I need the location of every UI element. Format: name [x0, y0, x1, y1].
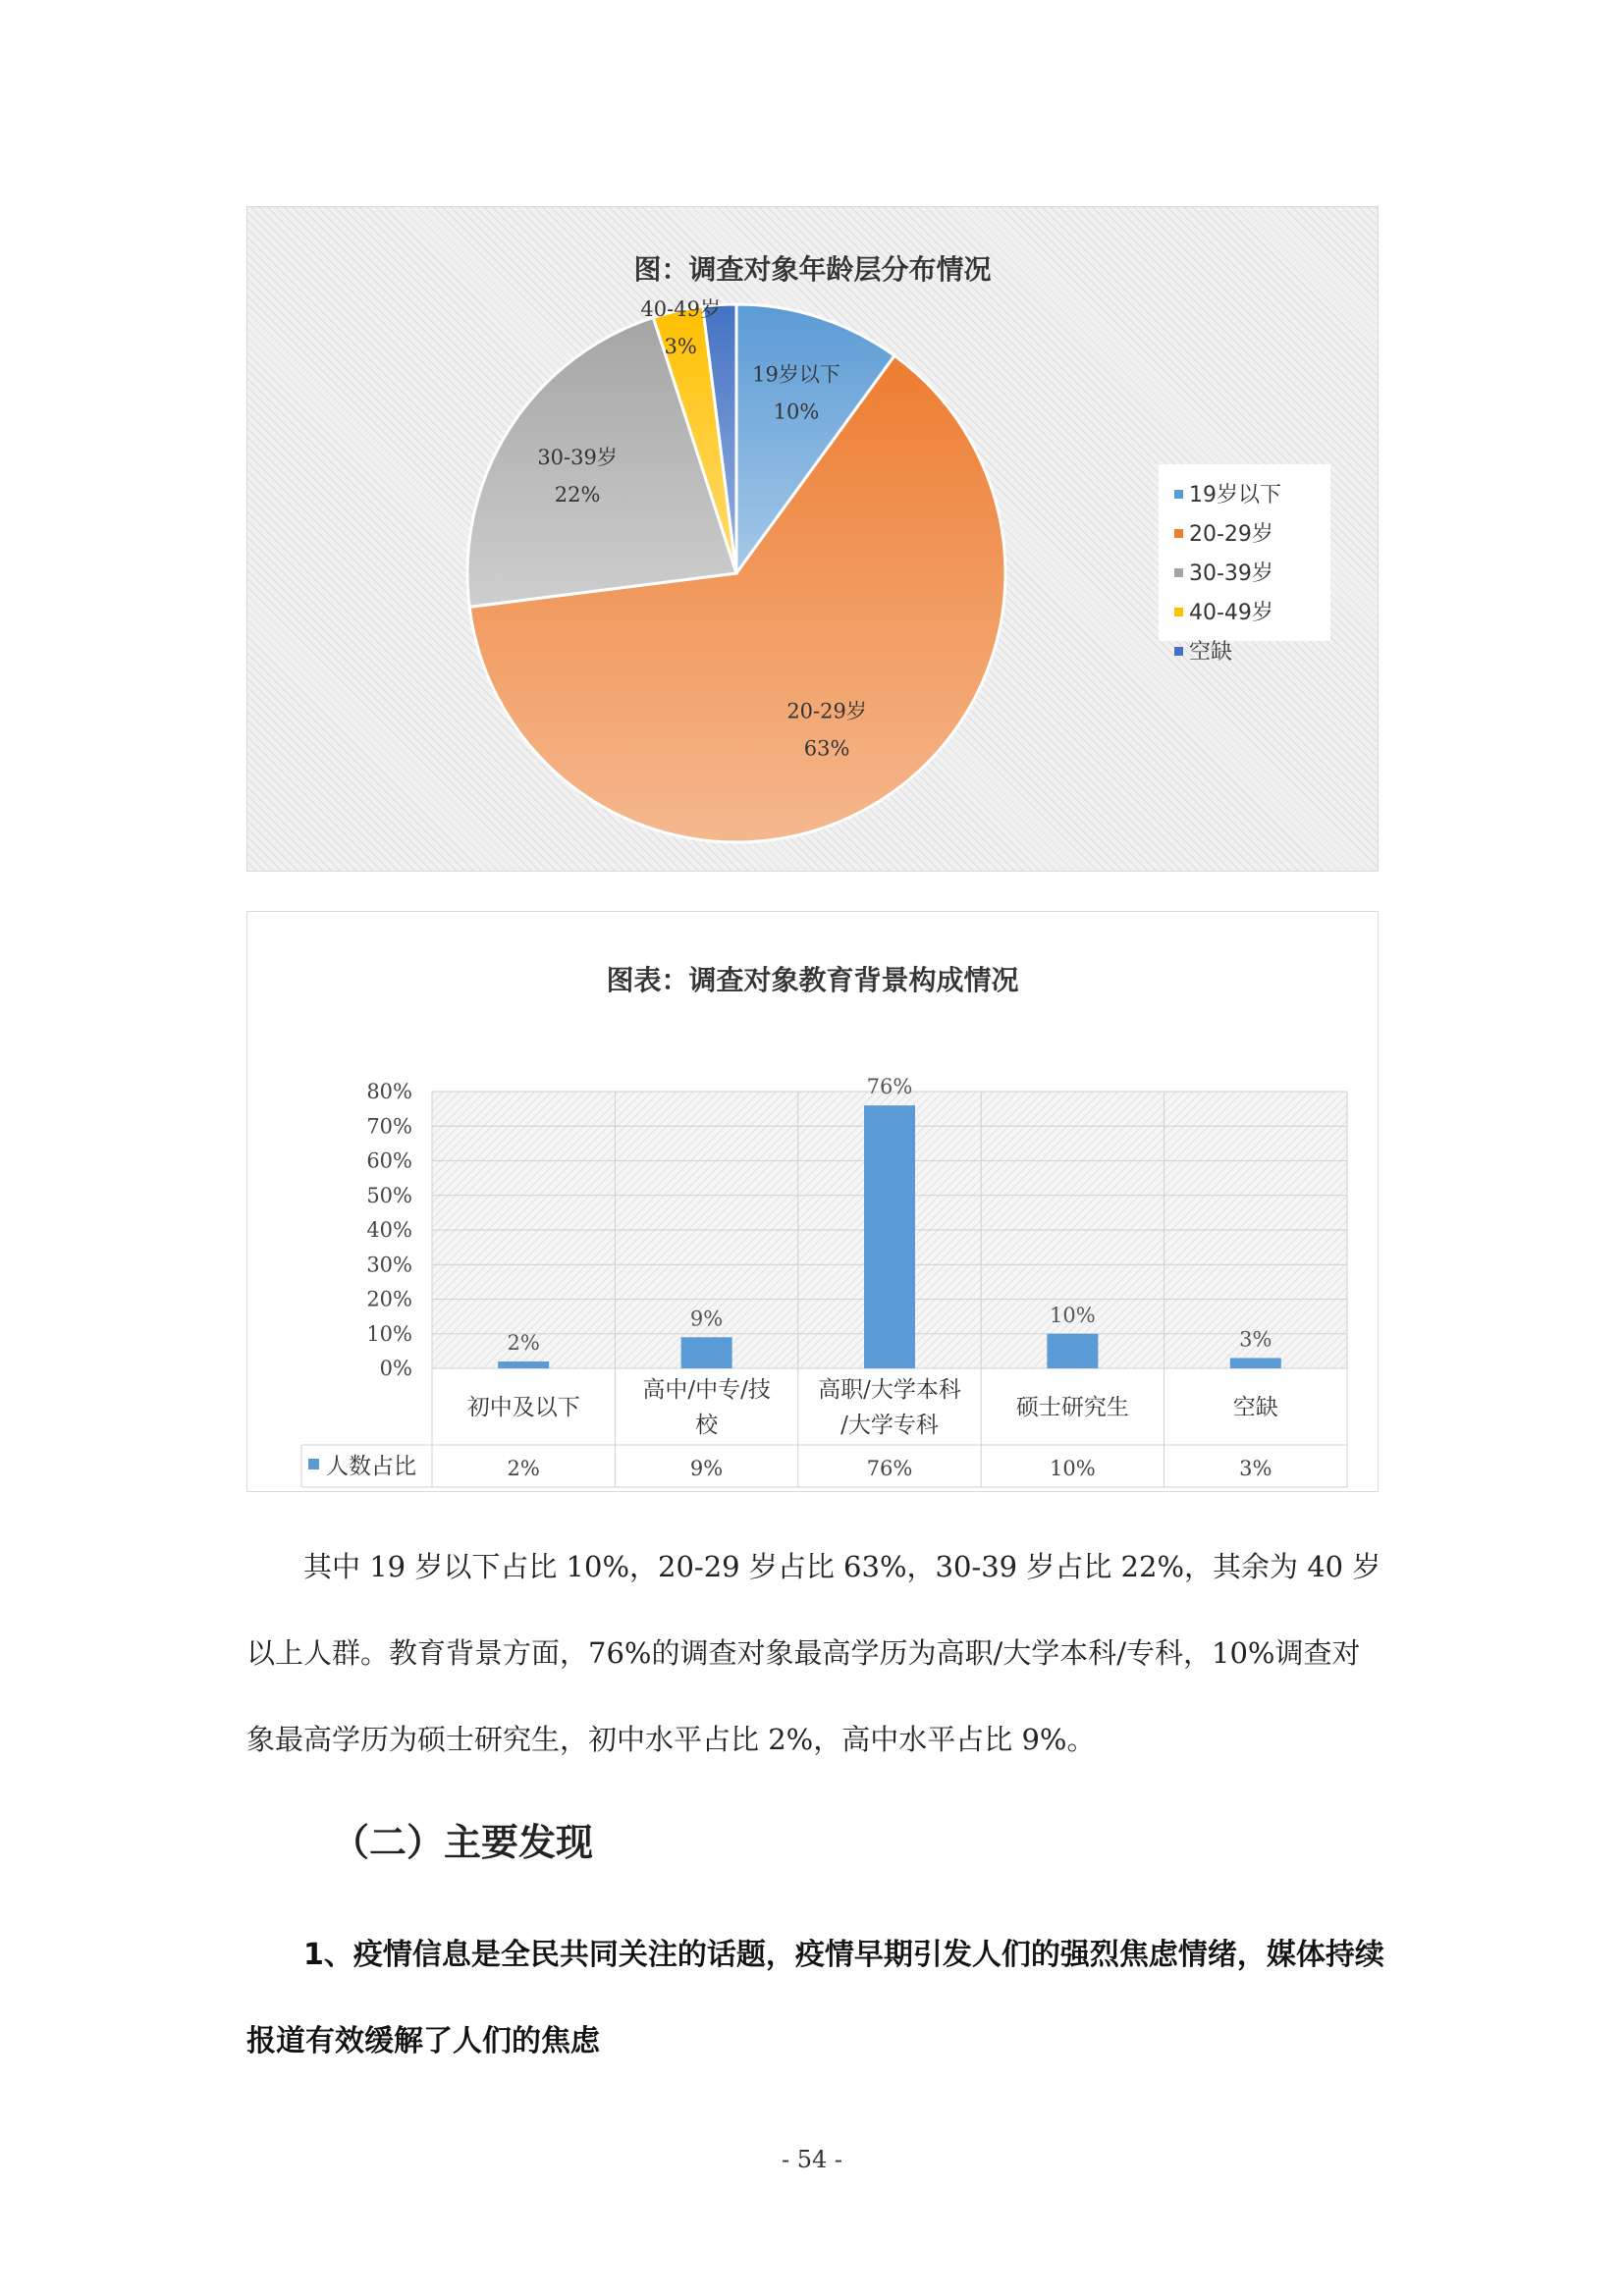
pie-data-label-value: 10%: [773, 400, 820, 424]
bar: [1230, 1358, 1281, 1368]
pie-chart-title: 图：调查对象年龄层分布情况: [633, 253, 992, 286]
bar-data-label: 10%: [1050, 1303, 1096, 1327]
legend-swatch: [308, 1459, 319, 1469]
legend-label: 30-39岁: [1189, 561, 1273, 586]
bar-plot: [247, 912, 1378, 1491]
finding-heading: 1、疫情信息是全民共同关注的话题，疫情早期引发人们的强烈焦虑情绪，媒体持续报道有效缓解了人们的焦虑: [246, 1938, 1384, 2058]
category-label: 校: [695, 1413, 719, 1438]
legend-item-blank: [1174, 633, 1330, 672]
legend-item-20-29: [1174, 515, 1330, 555]
table-value: 76%: [866, 1457, 913, 1480]
pie-data-label-value: 63%: [803, 736, 850, 761]
y-tick-label: 50%: [366, 1183, 412, 1207]
age-pie-chart: [246, 206, 1379, 872]
y-tick-label: 0%: [379, 1357, 412, 1380]
category-label: 硕士研究生: [1015, 1395, 1129, 1420]
legend-swatch: [1174, 568, 1183, 577]
body-paragraph: 其中 19 岁以下占比 10%，20-29 岁占比 63%，30-39 岁占比 22%，其余为 40 岁以上人群。教育背景方面，76%的调查对象最高学历为高职/大学本科/专科，10%调查对象最高学历为硕士研究生，初中水平占比 2%，高中水平占比 9%。: [246, 1550, 1381, 1756]
pie-data-label-value: 3%: [664, 335, 697, 358]
category-label: 空缺: [1232, 1395, 1278, 1420]
legend-item-30-39: [1174, 555, 1330, 594]
bar-data-label: 2%: [507, 1330, 540, 1355]
legend-label: 空缺: [1189, 640, 1233, 665]
legend-swatch: [1174, 490, 1183, 499]
table-value: 10%: [1050, 1457, 1096, 1480]
y-tick-label: 60%: [366, 1148, 412, 1173]
legend-item-under-19: [1174, 476, 1330, 515]
legend-swatch: [1174, 647, 1183, 656]
legend-label: 20-29岁: [1189, 522, 1273, 547]
y-tick-label: 20%: [366, 1287, 412, 1311]
pie-data-label-name: 30-39岁: [537, 446, 618, 470]
category-label: /大学专科: [840, 1413, 939, 1438]
section-heading: （二）主要发现: [332, 1821, 594, 1864]
bar: [1047, 1334, 1098, 1368]
legend-label: 40-49岁: [1189, 601, 1273, 625]
pie-data-label-value: 22%: [554, 483, 601, 507]
bar-data-label: 9%: [689, 1307, 724, 1331]
pie-data-label-name: 40-49岁: [640, 297, 721, 321]
y-tick-label: 80%: [366, 1080, 412, 1103]
pie-data-label-name: 19岁以下: [752, 362, 840, 387]
category-label: 高职/大学本科: [818, 1377, 961, 1403]
pie-data-label-name: 20-29岁: [786, 699, 867, 723]
y-tick-label: 40%: [366, 1218, 412, 1242]
category-label: 高中/中专/技: [642, 1377, 771, 1403]
category-label: 初中及以下: [466, 1395, 580, 1420]
bar-data-label: 76%: [866, 1075, 913, 1099]
bar: [681, 1337, 732, 1368]
y-tick-label: 30%: [366, 1253, 412, 1277]
y-tick-label: 70%: [366, 1114, 412, 1139]
legend-swatch: [1174, 608, 1183, 616]
legend-label: 19岁以下: [1189, 483, 1281, 507]
pie-legend: [1159, 464, 1330, 665]
series-legend-label: 人数占比: [326, 1454, 416, 1479]
legend-swatch: [1174, 529, 1183, 538]
bar-chart-title: 图表：调查对象教育背景构成情况: [606, 964, 1019, 996]
bar: [864, 1105, 915, 1368]
legend-item-40-49: [1174, 594, 1330, 633]
table-value: 9%: [689, 1457, 724, 1480]
education-bar-chart: [246, 911, 1379, 1492]
page-number: - 54 -: [781, 2146, 842, 2173]
table-value: 3%: [1239, 1457, 1272, 1480]
table-value: 2%: [507, 1457, 540, 1480]
bar: [498, 1362, 549, 1368]
bar-data-label: 3%: [1239, 1327, 1272, 1352]
y-tick-label: 10%: [366, 1321, 412, 1346]
